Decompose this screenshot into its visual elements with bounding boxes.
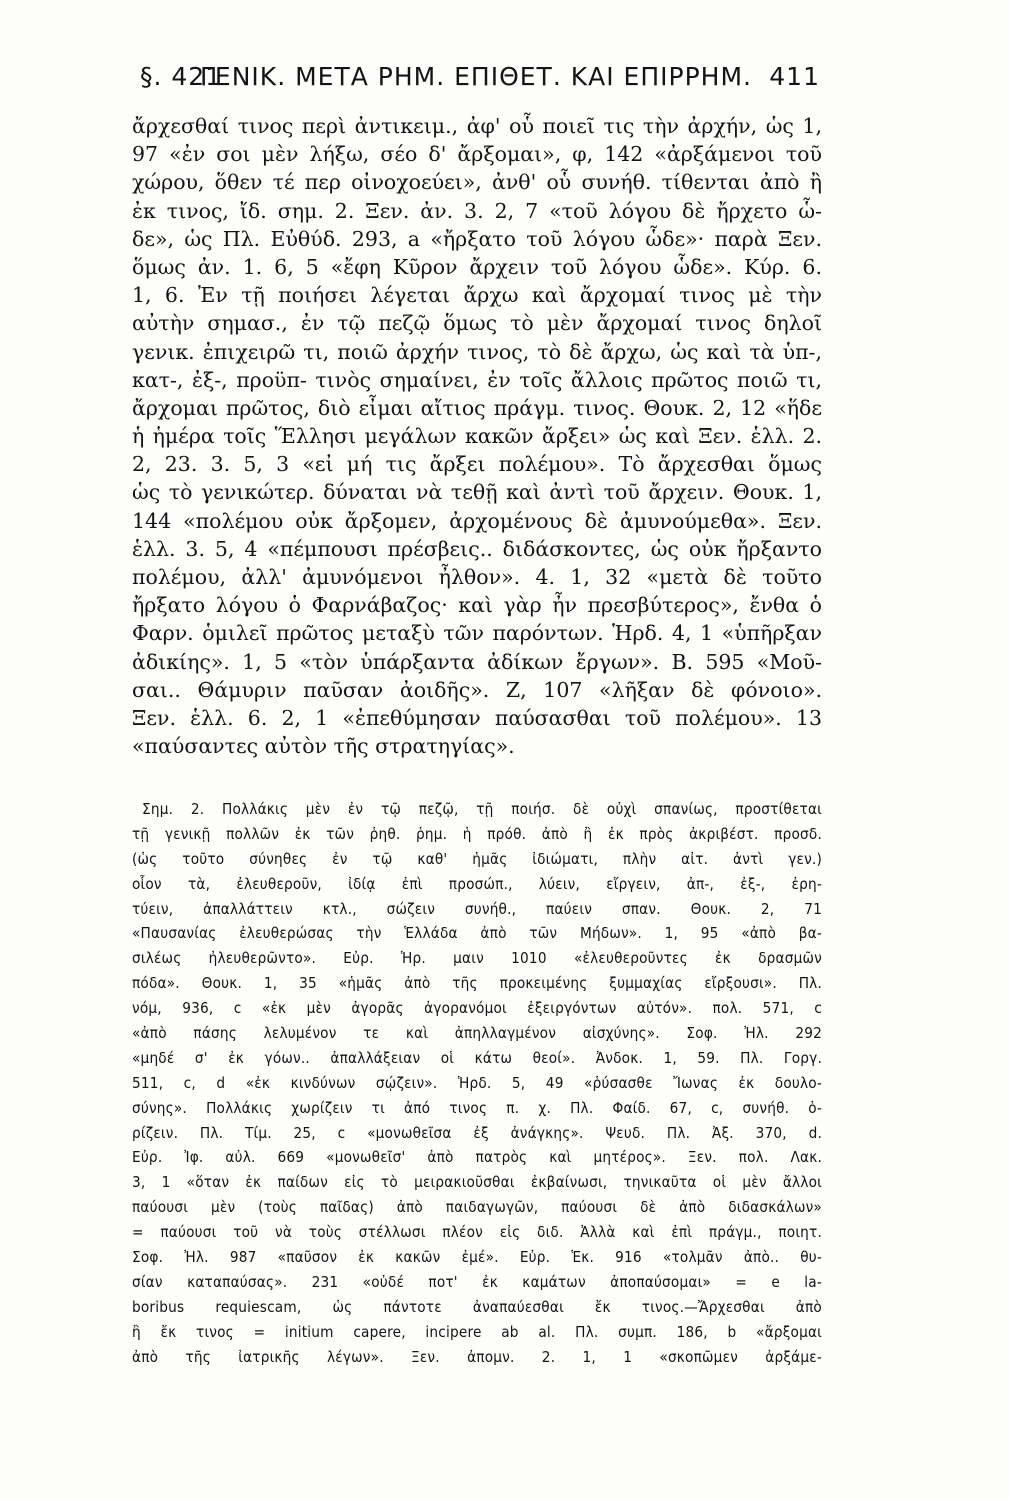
text-line: ὡς τὸ γενικώτερ. δύναται νὰ τεθῇ καὶ ἀντὶ τοῦ ἄρχειν. Θουκ. 1, [132,480,822,505]
footnote-line: τῇ γενικῇ πολλῶν ἐκ τῶν ῥηθ. ῥημ. ἡ πρόθ. ἀπὸ ἢ ἐκ πρὸς ἀκριβέστ. προσδ. [132,824,822,843]
text-line: ἄρχεσθαί τινος περὶ ἀντικειμ., ἀφ' οὗ ποιεῖ τις τὴν ἀρχήν, ὡς 1, [132,114,822,138]
footnote-line: «ἀπὸ πάσης λελυμένον τε καὶ ἀπηλλαγμένον αἰσχύνης». Σοφ. Ἠλ. 292 [132,1024,822,1043]
text-line: 144 «πολέμου οὐκ ἄρξομεν, ἀρχομένους δὲ ἀμυνούμεθα». Ξεν. [132,508,822,533]
text-line: ἐκ τινος, ἴδ. σημ. 2. Ξεν. ἀν. 3. 2, 7 «τοῦ λόγου δὲ ἤρχετο ὧ- [132,198,822,223]
footnote-line: = παύουσι τοῦ νὰ τοὺς στέλλωσι πλέον εἰς διδ. Ἀλλὰ καὶ ἐπὶ πράγμ., ποιητ. [132,1223,822,1242]
footnote-line: «μηδέ σ' ἐκ γόων.. ἀπαλλάξειαν οἱ κάτω θεοί». Ἀνδοκ. 1, 59. Πλ. Γοργ. [132,1048,822,1067]
text-line: «παύσαντες αὐτὸν τῆς στρατηγίας». [132,734,515,759]
text-line: χώρου, ὅθεν τέ περ οἰνοχοεύει», ἀνθ' οὗ συνήθ. τίθενται ἀπὸ ἢ [132,170,822,195]
footnote-line: Σημ. 2. Πολλάκις μὲν ἐν τῷ πεζῷ, τῇ ποιήσ. δὲ οὐχὶ σπανίως, προστίθεται [142,800,822,818]
text-line: γενικ. ἐπιχειρῶ τι, ποιῶ ἀρχήν τινος, τὸ δὲ ἄρχω, ὡς καὶ τὰ ὑπ-, [132,339,822,364]
running-header [140,62,820,102]
footnote-line: ἢ ἔκ τινος = initium capere, incipere ab al. Πλ. συμπ. 186, b «ἄρξομαι [132,1322,822,1341]
page-number: 411 [769,62,820,91]
footnote-line: σύνης». Πολλάκις χωρίζειν τι ἀπό τινος π. χ. Πλ. Φαίδ. 67, c, συνήθ. ὁ- [132,1098,822,1117]
text-line: σαι.. Θάμυριν παῦσαν ἀοιδῆς». Ζ, 107 «λῆξαν δὲ φόνοιο». [132,677,822,702]
text-line: ἡ ἡμέρα τοῖς Ἕλλησι μεγάλων κακῶν ἄρξει» ὡς καὶ Ξεν. ἑλλ. 2. [132,424,822,449]
footnote-line: οἷον τὰ, ἐλευθεροῦν, ἰδίᾳ ἐπὶ προσώπ., λύειν, εἴργειν, ἀπ-, ἐξ-, ἐρη- [132,874,822,893]
text-line: 2, 23. 3. 5, 3 «εἰ μή τις ἄρξει πολέμου». Τὸ ἄρχεσθαι ὅμως [132,452,822,477]
text-line: ἑλλ. 3. 5, 4 «πέμπουσι πρέσβεις.. διδάσκοντες, ὡς οὐκ ἤρξαντο [132,536,822,561]
footnote-line: σίαν καταπαύσας». 231 «οὐδέ ποτ' ἐκ καμάτων ἀποπαύσομαι» = e la- [132,1272,822,1291]
footnote-line: 511, c, d «ἐκ κινδύνων σῴζειν». Ἡρδ. 5, 49 «ῥύσασθε Ἴωνας ἐκ δουλο- [132,1073,822,1092]
text-line: ὅμως ἀν. 1. 6, 5 «ἔφη Κῦρον ἄρχειν τοῦ λόγου ὧδε». Κύρ. 6. [132,254,822,279]
text-line: αὐτὴν σημασ., ἐν τῷ πεζῷ ὅμως τὸ μὲν ἄρχομαί τινος δηλοῖ [132,311,822,336]
footnote-line: ἀπὸ τῆς ἰατρικῆς λέγων». Ξεν. ἀπομν. 2. 1, 1 «σκοπῶμεν ἀρξάμε- [132,1347,822,1366]
footnote-line: νόμ, 936, c «ἐκ μὲν ἀγορᾶς ἀγορανόμοι ἐξειργόντων αὐτόν». πολ. 571, c [132,999,822,1018]
footnote-line: Σοφ. Ἠλ. 987 «παῦσον ἐκ κακῶν ἐμέ». Εὐρ. Ἑκ. 916 «τολμᾶν ἀπὸ.. θυ- [132,1248,822,1267]
footnote-line: boribus requiescam, ὡς πάντοτε ἀναπαύεσθαι ἔκ τινος.—Ἄρχεσθαι ἀπὸ [132,1297,822,1316]
text-line: Ξεν. ἑλλ. 6. 2, 1 «ἐπεθύμησαν παύσασθαι τοῦ πολέμου». 13 [132,705,822,730]
footnote-line: 3, 1 «ὅταν ἐκ παίδων εἰς τὸ μειρακιοῦσθαι ἐκβαίνωσι, τηνικαῦτα οἱ μὲν ἄλλοι [132,1173,822,1192]
footnote-line: Εὐρ. Ἰφ. αὐλ. 669 «μονωθεῖσ' ἀπὸ πατρὸς καὶ μητέρος». Ξεν. πολ. Λακ. [132,1148,822,1167]
footnote-line: σιλέως ἠλευθερῶντο». Εὐρ. Ἡρ. μαιν 1010 «ἐλευθεροῦντες ἐκ δρασμῶν [132,949,822,968]
footnote-block [132,797,822,1369]
text-line: 97 «ἐν σοι μὲν λήξω, σέο δ' ἄρξομαι», φ, 142 «ἀρξάμενοι τοῦ [132,142,822,167]
main-paragraph [132,112,822,760]
text-line: ἤρξατο λόγου ὁ Φαρνάβαζος· καὶ γὰρ ἦν πρεσβύτερος», ἔνθα ὁ [132,593,822,618]
footnote-line: πόδα». Θουκ. 1, 35 «ἡμᾶς ἀπὸ τῆς προκειμένης ξυμμαχίας εἴρξουσι». Πλ. [132,974,822,993]
running-title: ΓΕΝΙΚ. ΜΕΤΑ ΡΗΜ. ΕΠΙΘΕΤ. ΚΑΙ ΕΠΙΡΡΗΜ. [200,62,752,91]
section-number: §. 421 [140,62,223,91]
footnote-line: τύειν, ἀπαλλάττειν κτλ., σώζειν συνήθ., παύειν σπαν. Θουκ. 2, 71 [132,899,822,918]
footnote-line: ρίζειν. Πλ. Τίμ. 25, c «μονωθεῖσα ἐξ ἀνάγκης». Ψευδ. Πλ. Ἀξ. 370, d. [132,1123,822,1142]
footnote-line: (ὡς τοῦτο σύνηθες ἐν τῷ καθ' ἡμᾶς ἰδιώματι, πλὴν αἰτ. ἀντὶ γεν.) [132,849,822,868]
text-line: δε», ὡς Πλ. Εὐθύδ. 293, a «ἤρξατο τοῦ λόγου ὧδε»· παρὰ Ξεν. [132,226,822,251]
text-line: ἄρχομαι πρῶτος, διὸ εἶμαι αἴτιος πράγμ. τινος. Θουκ. 2, 12 «ἥδε [132,395,822,420]
footnote-line: παύουσι μὲν (τοὺς παῖδας) ἀπὸ παιδαγωγῶν, παύουσι δὲ ἀπὸ διδασκάλων» [132,1198,822,1217]
text-line: κατ-, ἐξ-, προϋπ- τινὸς σημαίνει, ἐν τοῖς ἄλλοις πρῶτος ποιῶ τι, [132,367,822,392]
footnote-line: «Παυσανίας ἐλευθερώσας τὴν Ἑλλάδα ἀπὸ τῶν Μήδων». 1, 95 «ἀπὸ βα- [132,924,822,943]
text-line: πολέμου, ἀλλ' ἀμυνόμενοι ἦλθον». 4. 1, 32 «μετὰ δὲ τοῦτο [132,565,822,589]
text-line: Φαρν. ὁμιλεῖ πρῶτος μεταξὺ τῶν παρόντων. Ἡρδ. 4, 1 «ὑπῆρξαν [132,621,822,646]
text-line: 1, 6. Ἐν τῇ ποιήσει λέγεται ἄρχω καὶ ἄρχομαί τινος μὲ τὴν [132,283,822,308]
text-line: ἀδικίης». 1, 5 «τὸν ὑπάρξαντα ἀδίκων ἔργων». Β. 595 «Μοῦ- [132,649,822,674]
